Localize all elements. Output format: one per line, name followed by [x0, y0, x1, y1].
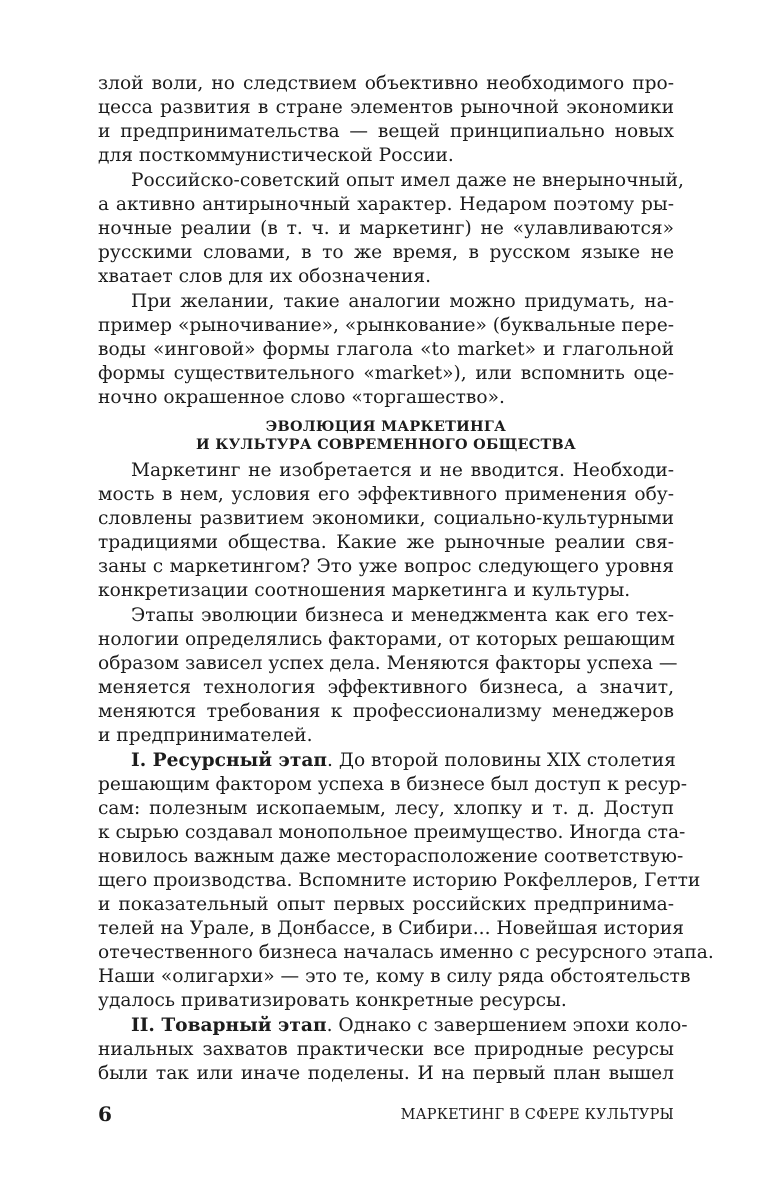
- running-title: МАРКЕТИНГ В СФЕРЕ КУЛЬТУРЫ: [400, 1107, 674, 1123]
- text-line: воды «инговой» формы глагола «to market» и глагольной: [98, 339, 674, 360]
- text-line: традициями общества. Какие же рыночные реалии свя-: [98, 532, 674, 553]
- stage-title-product: II. Товарный этап: [131, 1015, 327, 1036]
- text-line: образом зависел успех дела. Меняются факторы успеха —: [98, 653, 678, 674]
- text-line: и показательный опыт первых российских предпринима-: [98, 894, 674, 915]
- text-line: II. Товарный этап. Однако с завершением эпохи коло-: [131, 1015, 688, 1036]
- text-line: и предпринимателей.: [98, 725, 313, 746]
- text-line: пример «рыночивание», «рынкование» (буквальные пере-: [98, 315, 674, 336]
- text-line: формы существительного «market»), или вспомнить оце-: [98, 363, 674, 384]
- text-line: ниальных захватов практически все природные ресурсы: [98, 1039, 674, 1060]
- stage-title-resource: I. Ресурсный этап: [131, 750, 328, 771]
- page-number: 6: [98, 1102, 112, 1126]
- text-line: отечественного бизнеса началась именно с ресурсного этапа.: [98, 942, 714, 963]
- text-line: I. Ресурсный этап. До второй половины XIX столетия: [131, 750, 676, 771]
- text-line: к сырью создавал монопольное преимущество. Иногда ста-: [98, 822, 686, 843]
- text-line: а активно антирыночный характер. Недаром поэтому ры-: [98, 194, 674, 215]
- text-line: ночные реалии (в т. ч. и маркетинг) не «улавливаются»: [98, 218, 674, 239]
- section-heading-line-1: ЭВОЛЮЦИЯ МАРКЕТИНГА: [265, 418, 507, 435]
- text-line: русскими словами, в то же время, в русском языке не: [98, 242, 674, 263]
- text-line: сам: полезным ископаемым, лесу, хлопку и т. д. Доступ: [98, 798, 674, 819]
- text-line: щего производства. Вспомните историю Рокфеллеров, Гетти: [98, 870, 701, 891]
- text-line: были так или иначе поделены. И на первый план вышел: [98, 1063, 674, 1084]
- text-line: меняются требования к профессионализму менеджеров: [98, 701, 674, 722]
- text-line: конкретизации соотношения маркетинга и культуры.: [98, 580, 631, 601]
- text-line: При желании, такие аналогии можно придумать, на-: [131, 291, 674, 312]
- section-heading-line-2: И КУЛЬТУРА СОВРЕМЕННОГО ОБЩЕСТВА: [195, 436, 577, 453]
- text-line: заны с маркетингом? Это уже вопрос следующего уровня: [98, 556, 674, 577]
- text-line: новилось важным даже месторасположение соответствую-: [98, 846, 684, 867]
- text-line: Этапы эволюции бизнеса и менеджмента как его тех-: [131, 605, 674, 626]
- text-line: и предпринимательства — вещей принципиально новых: [98, 121, 674, 142]
- text-line: Наши «олигархи» — это те, кому в силу ряда обстоятельств: [98, 966, 691, 987]
- text-line: словлены развитием экономики, социально-культурными: [98, 508, 674, 529]
- text-line: цесса развития в стране элементов рыночной экономики: [98, 97, 674, 118]
- text-line: Российско-советский опыт имел даже не внерыночный,: [131, 170, 684, 191]
- text-line: Маркетинг не изобретается и не вводится. Необходи-: [131, 460, 674, 481]
- text-line: мость в нем, условия его эффективного применения обу-: [98, 484, 674, 505]
- text-line: удалось приватизировать конкретные ресурсы.: [98, 990, 567, 1011]
- text-line: злой воли, но следствием объективно необходимого про-: [98, 73, 674, 94]
- text-line: меняется технология эффективного бизнеса, а значит,: [98, 677, 674, 698]
- text-line: хватает слов для их обозначения.: [98, 266, 432, 287]
- text-line: для посткоммунистической России.: [98, 145, 454, 166]
- text-line: телей на Урале, в Донбассе, в Сибири... Новейшая история: [98, 918, 684, 939]
- text-line: решающим фактором успеха в бизнесе был доступ к ресур-: [98, 774, 688, 795]
- text-line: ночно окрашенное слово «торгашество».: [98, 387, 505, 408]
- text-line: нологии определялись факторами, от которых решающим: [98, 629, 675, 650]
